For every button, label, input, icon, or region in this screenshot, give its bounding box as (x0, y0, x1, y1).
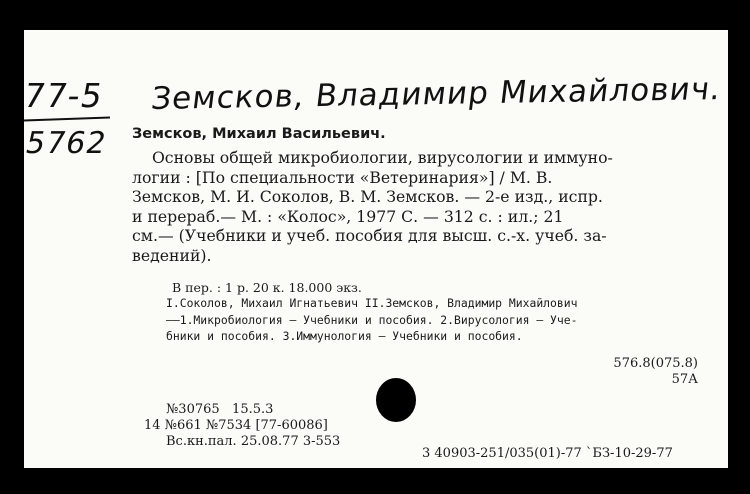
tech-line-1: №30765 15.5.3 (166, 402, 274, 417)
catalog-number: 3 40903-251/035(01)-77 `БЗ-10-29-77 (422, 446, 673, 461)
udc-number: 576.8(075.8) (613, 356, 698, 371)
handwritten-heading: Земсков, Владимир Михайлович. (149, 71, 724, 117)
shelf-mark-bottom: 5762 (22, 126, 111, 161)
bbk-number: 57А (671, 372, 698, 387)
shelf-mark-divider (24, 116, 110, 121)
tracings: I.Соколов, Михаил Игнатьевич II.Земсков, Владимир Михайлович ——1.Микробиология — Учебники и пособия. 2.Вирусология — Уче- бники и пособия. 3.Иммунология — Учебники и пособия. (166, 296, 578, 343)
catalog-card (20, 30, 728, 468)
tech-line-2: 14 №661 №7534 [77-60086] (144, 418, 328, 433)
tech-line-3: Вс.кн.пал. 25.08.77 3-553 (166, 434, 341, 449)
shelf-mark-top: 77-5 (20, 76, 107, 115)
punch-hole (376, 378, 416, 422)
author-heading: Земсков, Михаил Васильевич. (132, 126, 386, 142)
price-print-run: В пер. : 1 р. 20 к. 18.000 экз. (172, 280, 362, 295)
bibliographic-description: Основы общей микробиологии, вирусологии и иммуно- логии : [По специальности «Ветеринария»] / М. В. Земсков, М. И. Соколов, В. М. Земсков. — 2-е изд., испр. и перераб.— М. : «Колос», 1977 С. — 312 с. : ил.; 21 см.— (Учебники и учеб. пособия для высш. с.-х. учеб. за- ведений). (132, 148, 613, 265)
